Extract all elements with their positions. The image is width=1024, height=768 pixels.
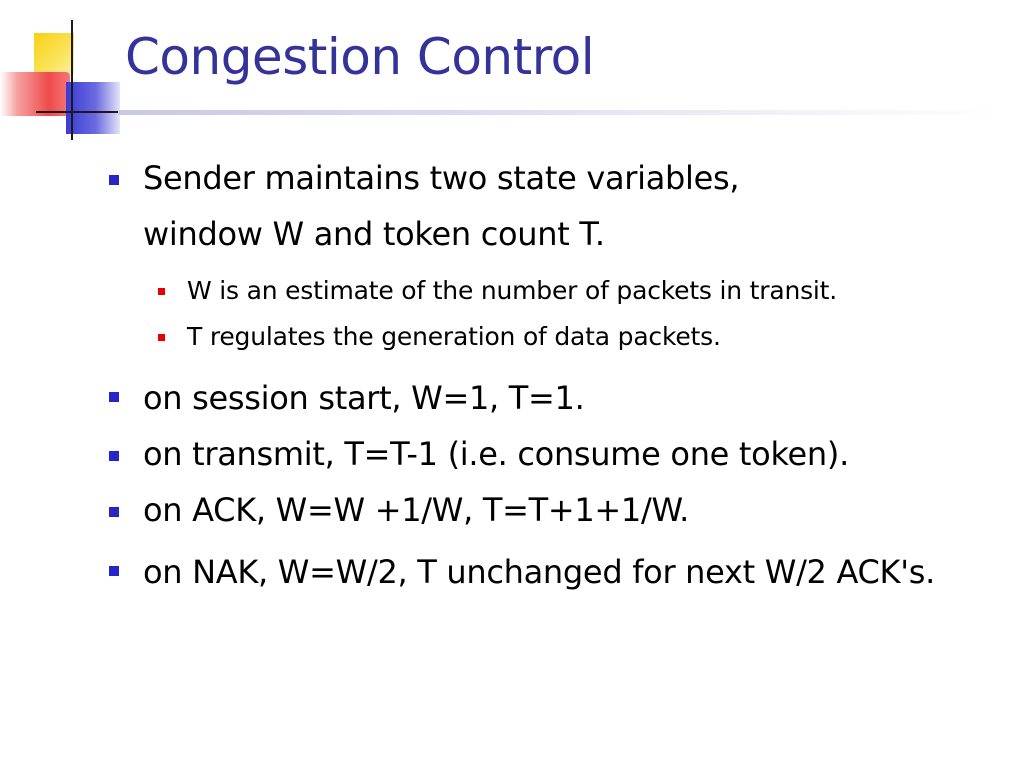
- sub-bullet-item-w-estimate: [143, 272, 985, 310]
- logo-blue-square: [66, 82, 120, 134]
- bullet-text: on NAK, W=W/2, T unchanged for next W/2 ACK's.: [143, 553, 935, 591]
- bullet-item-session-start: [105, 370, 985, 426]
- sub-bullet-item-t-regulates: [143, 318, 985, 356]
- bullet-text: on session start, W=1, T=1.: [143, 379, 585, 417]
- square-bullet-blue-icon: [109, 392, 119, 402]
- bullet-line: window W and token count T.: [143, 215, 605, 253]
- logo-red-square: [0, 72, 70, 116]
- corner-logo-squares-icon: [0, 0, 140, 140]
- square-bullet-blue-icon: [109, 175, 119, 185]
- logo-vertical-line: [71, 20, 73, 140]
- bullet-text: on ACK, W=W +1/W, T=T+1+1/W.: [143, 491, 690, 529]
- square-bullet-red-icon: [158, 334, 165, 341]
- title-underline-rule: [118, 110, 998, 115]
- bullet-item-transmit: [105, 426, 985, 482]
- sub-bullet-text: W is an estimate of the number of packets in transit.: [187, 276, 838, 305]
- bullet-list: [105, 150, 985, 600]
- bullet-item-state-variables: [105, 150, 985, 262]
- logo-yellow-square: [34, 33, 74, 75]
- slide-title: Congestion Control: [125, 28, 595, 86]
- square-bullet-blue-icon: [109, 566, 119, 576]
- square-bullet-red-icon: [158, 288, 165, 295]
- bullet-item-ack: [105, 482, 985, 538]
- sub-bullet-text: T regulates the generation of data packets.: [187, 322, 721, 351]
- bullet-line: Sender maintains two state variables,: [143, 159, 740, 197]
- square-bullet-blue-icon: [109, 451, 119, 461]
- bullet-item-nak: [105, 544, 985, 600]
- square-bullet-blue-icon: [109, 507, 119, 517]
- bullet-text: on transmit, T=T-1 (i.e. consume one token).: [143, 435, 849, 473]
